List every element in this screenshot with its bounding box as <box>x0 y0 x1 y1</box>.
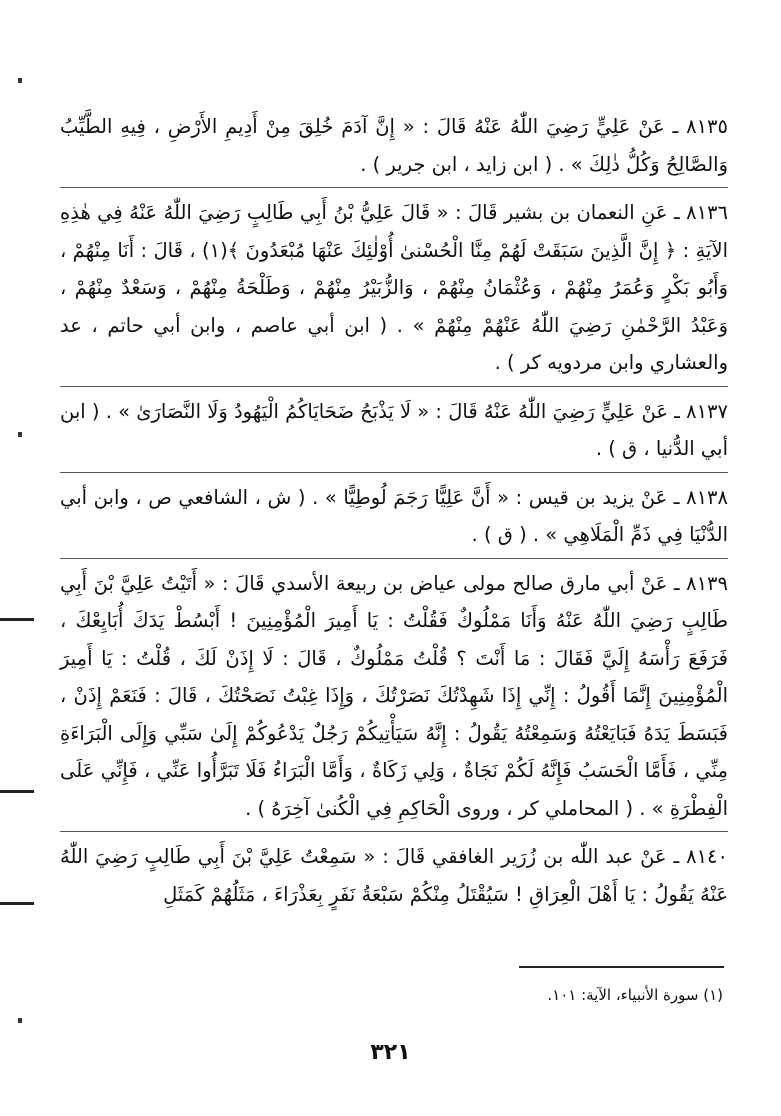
entry-8137: ٨١٣٧ ـ عَنْ عَلِيٍّ رَضِيَ اللّٰهُ عَنْهُ قَالَ : « لَا يَذْبَحُ ضَحَايَاكُمُ الْيَهُودُ وَلَا النَّصَارَىٰ » . ( ابن أبي الدُّنيا ، ق ) . <box>60 399 728 460</box>
entry-8140: ٨١٤٠ ـ عَنْ عبد اللّٰه بن زُرَير الغافقي قَالَ : « سَمِعْتُ عَلِيَّ بْنَ أَبِي طَالِبٍ رَضِيَ اللّٰهُ عَنْهُ يَقُولُ : يَا أَهْلَ الْعِرَاقِ ! سَيُقْتَلُ مِنْكُمْ سَبْعَةُ نَفَرٍ بِعَذْرَاءَ ، مَثَلُهُمْ كَمَثَلِ <box>60 845 728 906</box>
footnote: (١) سورة الأنبياء، الآية: ١٠١. <box>547 986 723 1004</box>
scan-mark <box>18 1018 22 1023</box>
scan-mark <box>18 432 22 437</box>
entry-8135: ٨١٣٥ ـ عَنْ عَلِيٍّ رَضِيَ اللّٰهُ عَنْهُ قَالَ : « إِنَّ آدَمَ خُلِقَ مِنْ أَدِيمِ الأَرْضِ ، فِيهِ الطَّيِّبُ وَالصَّالِحُ وَكُلُّ ذٰلِكَ » . ( ابن زايد ، ابن جرير ) . <box>60 115 728 176</box>
page-body <box>60 102 728 913</box>
entry-divider <box>60 472 728 473</box>
scan-mark <box>18 78 22 83</box>
entry-divider <box>60 558 728 559</box>
entry-8139: ٨١٣٩ ـ عَنْ أبي مارق صالح مولى عياض بن ربيعة الأسدي قَالَ : « أَتَيْتُ عَلِيَّ بْنَ أَبِي طَالِبٍ رَضِيَ اللّٰهُ عَنْهُ وَأَنَا مَمْلُوكٌ فَقُلْتُ : يَا أَمِيرَ الْمُؤْمِنِينَ ! أَبْسُطْ يَدَكَ أُبَايِعْكَ ، فَرَفَعَ رَأْسَهُ إِلَيَّ فَقَالَ : مَا أَنْتَ ؟ قُلْتُ مَمْلُوكٌ ، قَالَ : لَا إِذَنْ لَكَ ، قُلْتُ : يَا أَمِيرَ الْمُؤْمِنِينَ إِنَّمَا أَقُولُ : إِنِّي إِذَا شَهِدْتُكَ نَصَرْتُكَ ، وَإِذَا غِبْتُ نَصَحْتُكَ ، قَالَ : فَنَعَمْ إِذَنْ ، فَبَسَطَ يَدَهُ فَبَايَعْتُهُ وَسَمِعْتُهُ يَقُولُ : إِنَّهُ سَيَأْتِيكُمْ رَجُلٌ يَدْعُوكُمْ إِلَىٰ سَبِّي وَإِلَى الْبَرَاءَةِ مِنِّي ، فَأَمَّا الْحَسَبُ فَإِنَّهُ لَكُمْ نَجَاةٌ ، وَلِي زَكَاةٌ ، وَأَمَّا الْبَرَاءُ فَلَا تَبَرَّأُوا عَنِّي ، فَإِنِّي عَلَى الْفِطْرَةِ » . ( المحاملي كر ، وروى الْحَاكِمِ فِي الْكُنىٰ آخِرَهُ ) . <box>60 571 728 820</box>
page-number: ٣٢١ <box>370 1040 411 1065</box>
footnote-divider <box>519 966 724 968</box>
binding-mark <box>0 618 34 621</box>
entry-divider <box>60 386 728 387</box>
binding-mark <box>0 790 34 793</box>
entry-8138: ٨١٣٨ ـ عَنْ يزيد بن قيس : « أَنَّ عَلِيًّا رَجَمَ لُوطِيًّا » . ( ش ، الشافعي ص ، وابن أبي الدُّنْيَا فِي ذَمِّ الْمَلَاهِي » . ( ق ) . <box>60 485 728 546</box>
entry-8136: ٨١٣٦ ـ عَنِ النعمان بن بشير قَالَ : « قَالَ عَلِيُّ بْنُ أَبِي طَالِبٍ رَضِيَ اللّٰهُ عَنْهُ فِي هٰذِهِ الآيَةِ : ﴿ إِنَّ الَّذِينَ سَبَقَتْ لَهُمْ مِنَّا الْحُسْنىٰ أُوْلٰئِكَ عَنْهَا مُبْعَدُونَ ﴾(١) ، قَالَ : أَنَا مِنْهُمْ ، وَأَبُو بَكْرٍ وَعُمَرُ مِنْهُمْ ، وَعُثْمَانُ مِنْهُمْ ، وَالزُّبَيْرُ مِنْهُمْ ، وَطَلْحَةُ مِنْهُمْ ، وَسَعْدٌ مِنْهُمْ ، وَعَبْدُ الرَّحْمٰنِ رَضِيَ اللّٰهُ عَنْهُمْ مِنْهُمْ » . ( ابن أبي عاصم ، وابن أبي حاتم ، عد والعشاري وابن مردويه كر ) . <box>60 201 728 374</box>
binding-mark <box>0 902 34 905</box>
entry-divider <box>60 187 728 188</box>
entry-divider <box>60 831 728 832</box>
